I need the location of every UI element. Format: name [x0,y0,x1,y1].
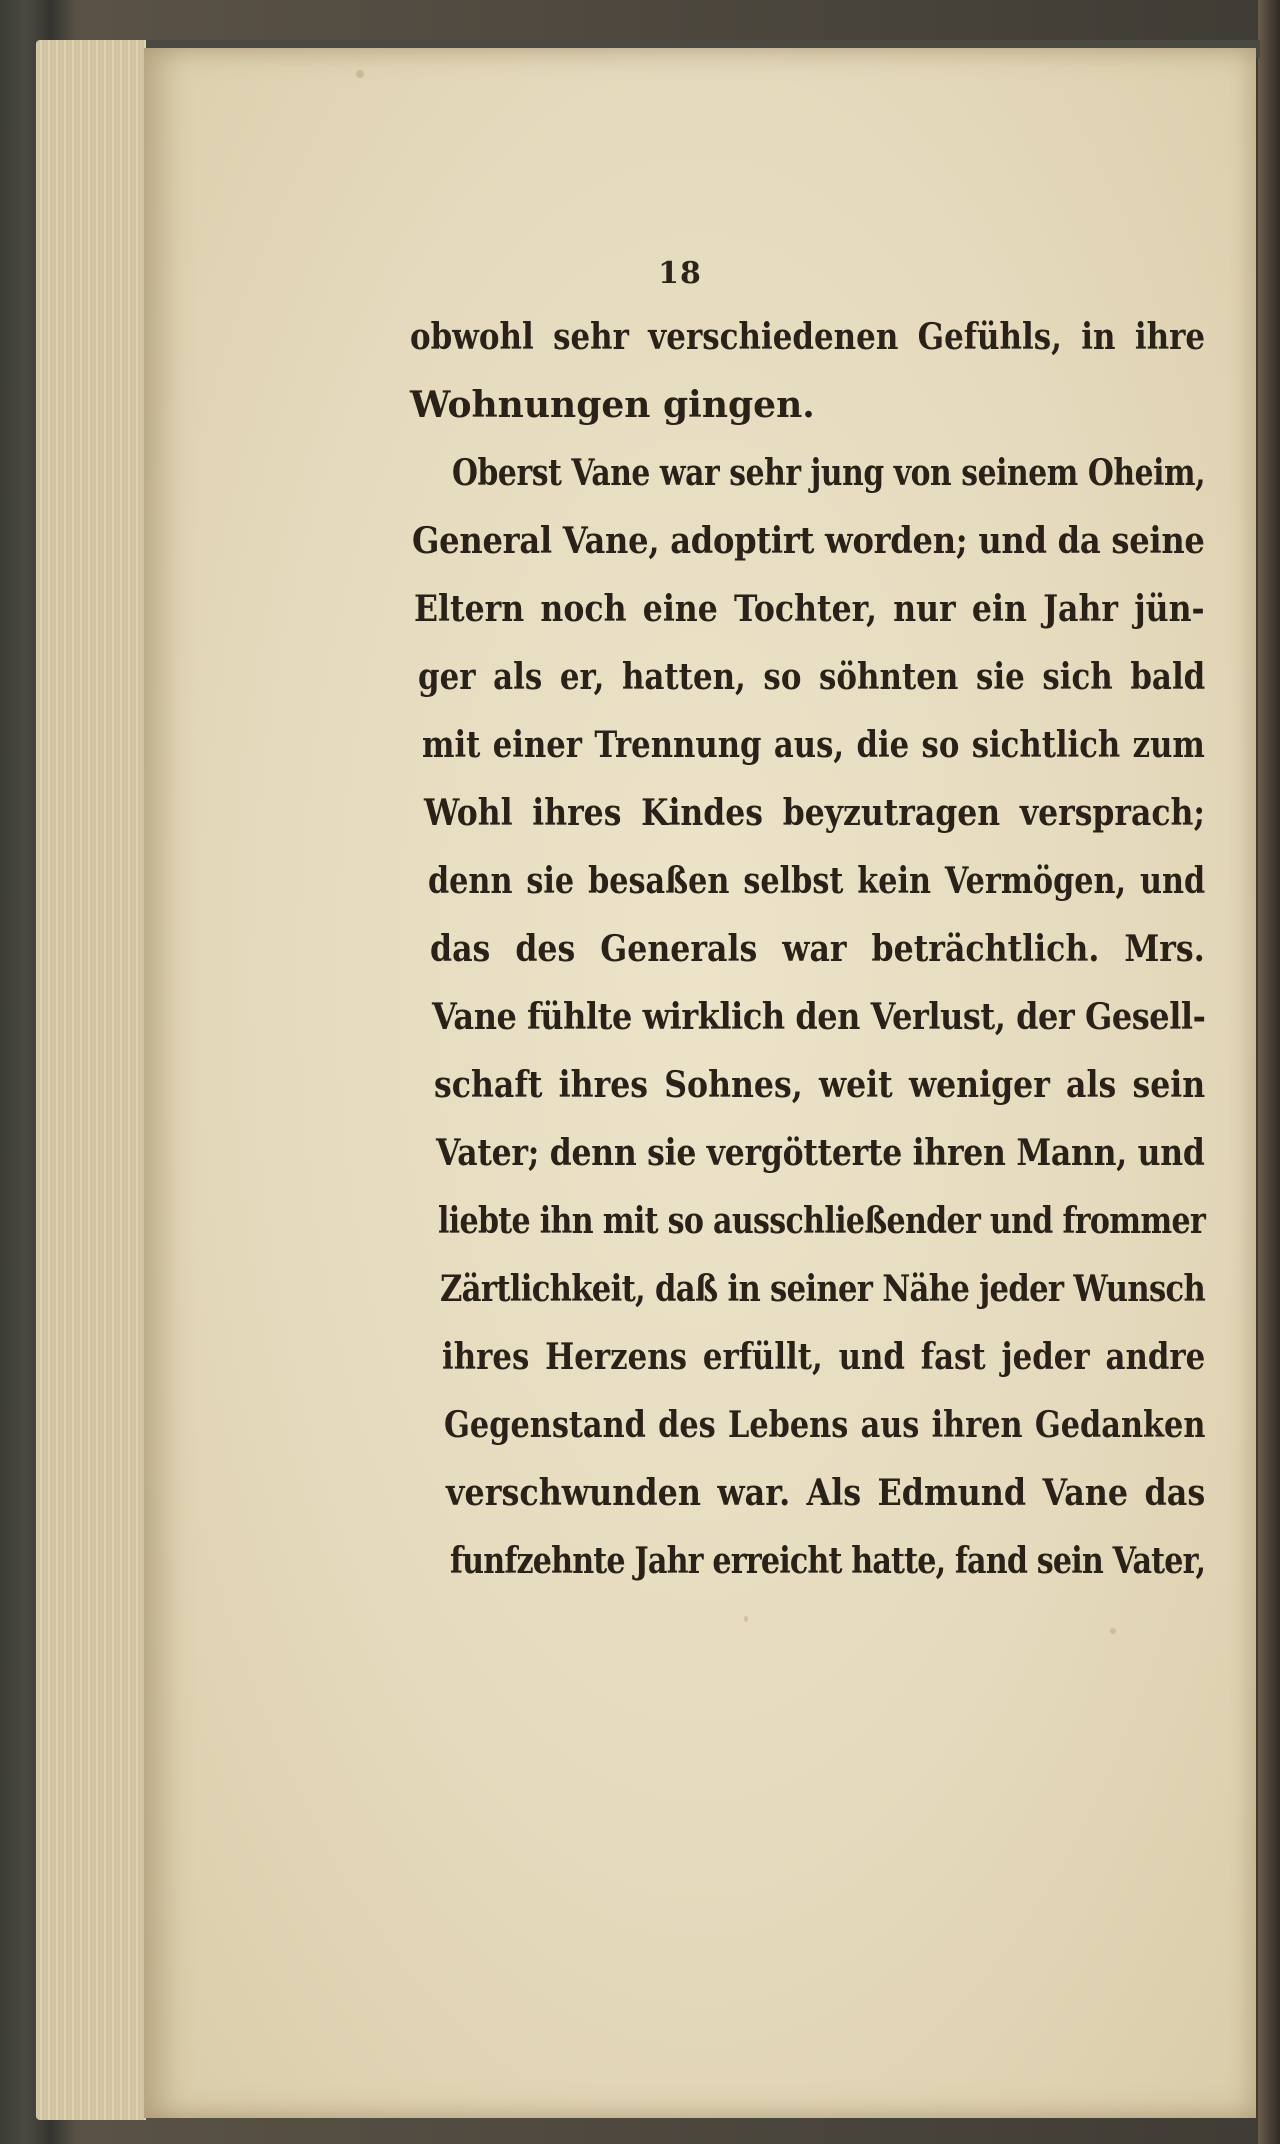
text-line: Wohnungen gingen. [410,384,815,426]
text-line: General Vane, adoptirt worden; und da seine [412,520,1205,562]
page-number: 18 [658,256,702,291]
text-line: Oberst Vane war sehr jung von seinem Oheim, [452,452,1206,494]
text-line: Gegenstand des Lebens aus ihren Gedanken [444,1404,1206,1446]
text-line: Vane fühlte wirklich den Verlust, der Gesell- [432,996,1206,1038]
text-line: schaft ihres Sohnes, weit weniger als sein [434,1064,1206,1106]
text-line: das des Generals war beträchtlich. Mrs. [430,928,1205,970]
text-line: denn sie besaßen selbst kein Vermögen, und [428,860,1206,902]
text-line: ger als er, hatten, so söhnten sie sich bald [418,656,1206,698]
text-line: obwohl sehr verschiedenen Gefühls, in ihre [410,316,1206,358]
stain-mark [356,70,364,78]
text-line: funfzehnte Jahr erreicht hatte, fand sein Vater, [450,1540,1206,1582]
text-line: ihres Herzens erfüllt, und fast jeder andre [442,1336,1206,1378]
text-line: Zärtlichkeit, daß in seiner Nähe jeder Wunsch [440,1268,1206,1310]
text-line: mit einer Trennung aus, die so sichtlich zum [422,724,1205,766]
text-line: Vater; denn sie vergötterte ihren Mann, und [436,1132,1205,1174]
stain-mark [1110,1628,1116,1634]
text-line: verschwunden war. Als Edmund Vane das [446,1472,1206,1514]
text-line: Eltern noch eine Tochter, nur ein Jahr jün- [414,588,1205,630]
stain-mark [744,1616,748,1622]
text-line: liebte ihn mit so ausschließender und frommer [438,1200,1206,1242]
text-line: Wohl ihres Kindes beyzutragen versprach; [424,792,1206,834]
cover-edge-right [1258,0,1280,2144]
page-edges [36,40,146,2120]
